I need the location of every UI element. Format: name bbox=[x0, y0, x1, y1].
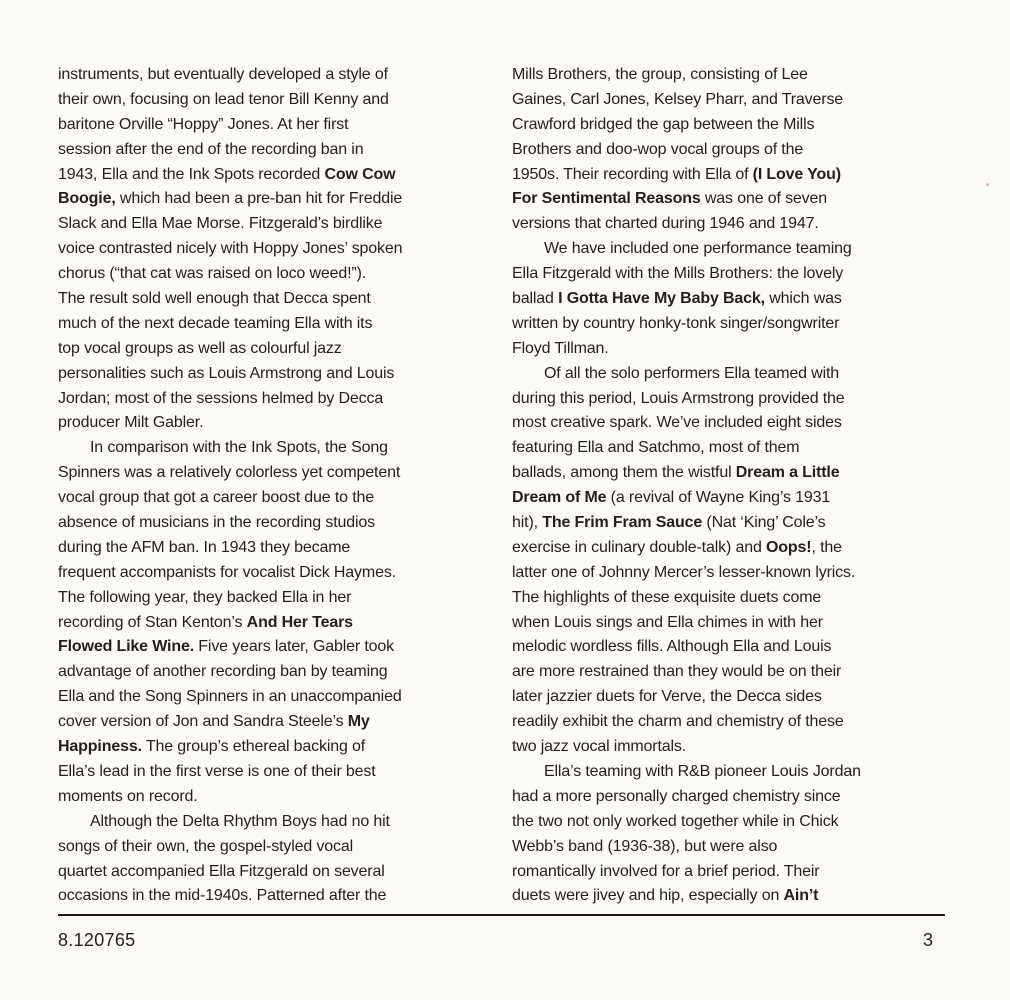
text-run: Of all the solo performers Ella teamed with bbox=[544, 364, 840, 382]
text-line bbox=[512, 785, 942, 810]
text-run: Ella and the Song Spinners in an unaccompanied bbox=[58, 688, 402, 706]
text-run: moments on record. bbox=[58, 787, 198, 805]
text-run: voice contrasted nicely with Hoppy Jones’ spoken bbox=[58, 240, 403, 258]
text-run: Five years later, Gabler took bbox=[194, 638, 395, 656]
text-run: later jazzier duets for Verve, the Decca sides bbox=[512, 688, 822, 706]
text-line bbox=[512, 436, 942, 461]
text-run: 1943, Ella and the Ink Spots recorded bbox=[58, 165, 325, 183]
bold-song-title: Ain’t bbox=[783, 887, 819, 905]
text-run: had a more personally charged chemistry since bbox=[512, 787, 841, 805]
bold-song-title: My bbox=[347, 713, 370, 731]
text-line bbox=[58, 287, 488, 312]
text-line bbox=[58, 411, 488, 436]
text-run: Ella’s teaming with R&B pioneer Louis Jordan bbox=[544, 762, 861, 780]
text-line bbox=[58, 237, 488, 262]
text-line bbox=[58, 187, 488, 212]
text-run: duets were jivey and hip, especially on bbox=[512, 887, 784, 905]
text-line bbox=[512, 536, 942, 561]
text-line bbox=[512, 586, 942, 611]
text-line bbox=[58, 884, 488, 909]
text-line bbox=[58, 561, 488, 586]
text-line bbox=[512, 262, 942, 287]
text-run: personalities such as Louis Armstrong and Louis bbox=[58, 364, 395, 382]
bold-song-title: Dream a Little bbox=[735, 464, 840, 482]
text-line bbox=[512, 387, 942, 412]
text-run: are more restrained than they would be on their bbox=[512, 663, 842, 681]
text-line bbox=[58, 436, 488, 461]
text-line bbox=[58, 835, 488, 860]
text-line bbox=[512, 685, 942, 710]
text-line bbox=[512, 884, 942, 909]
footer-rule bbox=[58, 914, 945, 916]
bold-song-title: Oops! bbox=[766, 538, 812, 556]
text-run: Crawford bridged the gap between the Mills bbox=[512, 115, 815, 133]
text-line bbox=[58, 586, 488, 611]
bold-song-title: Happiness. bbox=[58, 738, 142, 756]
text-line bbox=[512, 163, 942, 188]
text-run: quartet accompanied Ella Fitzgerald on several bbox=[58, 862, 385, 880]
text-run: Brothers and doo-wop vocal groups of the bbox=[512, 140, 804, 158]
text-run: The following year, they backed Ella in her bbox=[58, 588, 352, 606]
text-run: two jazz vocal immortals. bbox=[512, 738, 687, 756]
text-line bbox=[58, 163, 488, 188]
catalog-number: 8.120765 bbox=[58, 930, 136, 950]
text-line bbox=[512, 88, 942, 113]
text-line bbox=[58, 785, 488, 810]
text-line bbox=[58, 387, 488, 412]
text-run: during the AFM ban. In 1943 they became bbox=[58, 538, 351, 556]
text-line bbox=[512, 237, 942, 262]
text-line bbox=[58, 710, 488, 735]
text-run: the two not only worked together while in Chick bbox=[512, 812, 839, 830]
text-run: We have included one performance teaming bbox=[544, 240, 852, 258]
text-run: chorus (“that cat was raised on loco weed!”). bbox=[58, 265, 367, 283]
text-run: during this period, Louis Armstrong provided the bbox=[512, 389, 845, 407]
text-run: readily exhibit the charm and chemistry of these bbox=[512, 713, 844, 731]
text-line bbox=[58, 486, 488, 511]
text-run: which had been a pre-ban hit for Freddie bbox=[115, 190, 403, 208]
paper-speck bbox=[986, 183, 989, 186]
text-run: Spinners was a relatively colorless yet competent bbox=[58, 464, 401, 482]
text-run: Slack and Ella Mae Morse. Fitzgerald’s birdlike bbox=[58, 215, 383, 233]
text-run: recording of Stan Kenton’s bbox=[58, 613, 247, 631]
text-run: written by country honky-tonk singer/songwriter bbox=[512, 314, 840, 332]
text-line bbox=[58, 685, 488, 710]
text-run: latter one of Johnny Mercer’s lesser-known lyrics. bbox=[512, 563, 856, 581]
text-run: songs of their own, the gospel-styled vocal bbox=[58, 837, 354, 855]
text-run: much of the next decade teaming Ella with its bbox=[58, 314, 373, 332]
text-line bbox=[512, 860, 942, 885]
text-run: Although the Delta Rhythm Boys had no hit bbox=[90, 812, 390, 830]
text-line bbox=[512, 312, 942, 337]
text-run: absence of musicians in the recording studios bbox=[58, 514, 375, 532]
text-line bbox=[58, 312, 488, 337]
text-run: Jordan; most of the sessions helmed by Decca bbox=[58, 389, 384, 407]
text-line bbox=[58, 611, 488, 636]
text-line bbox=[58, 810, 488, 835]
text-run: In comparison with the Ink Spots, the Song bbox=[90, 439, 388, 457]
text-line bbox=[58, 735, 488, 760]
left-text-column bbox=[58, 63, 488, 909]
text-line bbox=[58, 860, 488, 885]
text-line bbox=[512, 486, 942, 511]
bold-song-title: For Sentimental Reasons bbox=[512, 190, 701, 208]
text-run: baritone Orville “Hoppy” Jones. At her first bbox=[58, 115, 349, 133]
text-line bbox=[512, 635, 942, 660]
text-run: 1950s. Their recording with Ella of bbox=[512, 165, 753, 183]
text-run: Webb’s band (1936-38), but were also bbox=[512, 837, 778, 855]
text-line bbox=[512, 362, 942, 387]
text-run: their own, focusing on lead tenor Bill Kenny and bbox=[58, 90, 389, 108]
text-run: melodic wordless fills. Although Ella and Louis bbox=[512, 638, 832, 656]
text-run: ballad bbox=[512, 290, 559, 308]
text-run: romantically involved for a brief period. Their bbox=[512, 862, 820, 880]
text-run: occasions in the mid-1940s. Patterned after the bbox=[58, 887, 387, 905]
text-run: was one of seven bbox=[700, 190, 828, 208]
text-run: hit), bbox=[512, 514, 543, 532]
text-line bbox=[512, 561, 942, 586]
bold-song-title: And Her Tears bbox=[246, 613, 353, 631]
bold-song-title: The Frim Fram Sauce bbox=[542, 514, 703, 532]
right-text-column bbox=[512, 63, 942, 909]
text-run: Mills Brothers, the group, consisting of Lee bbox=[512, 66, 808, 83]
text-line bbox=[512, 511, 942, 536]
bold-song-title: Flowed Like Wine. bbox=[58, 638, 194, 656]
text-run: (a revival of Wayne King’s 1931 bbox=[606, 489, 831, 507]
text-run: when Louis sings and Ella chimes in with her bbox=[512, 613, 823, 631]
text-run: instruments, but eventually developed a style of bbox=[58, 66, 388, 83]
text-line bbox=[512, 411, 942, 436]
text-line bbox=[58, 337, 488, 362]
text-run: Floyd Tillman. bbox=[512, 339, 609, 357]
bold-song-title: (I Love You) bbox=[752, 165, 841, 183]
text-line bbox=[58, 660, 488, 685]
text-line bbox=[512, 113, 942, 138]
text-line bbox=[58, 511, 488, 536]
text-line bbox=[58, 88, 488, 113]
text-line bbox=[512, 287, 942, 312]
bold-song-title: Boogie, bbox=[58, 190, 116, 208]
text-line bbox=[58, 760, 488, 785]
text-line bbox=[58, 262, 488, 287]
text-run: The result sold well enough that Decca spent bbox=[58, 290, 371, 308]
text-line bbox=[512, 461, 942, 486]
text-run: Ella Fitzgerald with the Mills Brothers: the lovely bbox=[512, 265, 844, 283]
text-run: advantage of another recording ban by teaming bbox=[58, 663, 388, 681]
text-line bbox=[58, 461, 488, 486]
text-line bbox=[512, 710, 942, 735]
text-run: cover version of Jon and Sandra Steele’s bbox=[58, 713, 348, 731]
text-line bbox=[58, 362, 488, 387]
bold-song-title: I Gotta Have My Baby Back, bbox=[558, 290, 765, 308]
text-line bbox=[512, 810, 942, 835]
text-run: vocal group that got a career boost due to the bbox=[58, 489, 374, 507]
text-run: most creative spark. We’ve included eight sides bbox=[512, 414, 842, 432]
text-line bbox=[58, 63, 488, 88]
text-line bbox=[512, 735, 942, 760]
text-line bbox=[512, 337, 942, 362]
page-number: 3 bbox=[923, 930, 934, 950]
text-run: featuring Ella and Satchmo, most of them bbox=[512, 439, 800, 457]
text-line bbox=[58, 113, 488, 138]
text-line bbox=[512, 760, 942, 785]
text-run: versions that charted during 1946 and 1947. bbox=[512, 215, 819, 233]
bold-song-title: Dream of Me bbox=[512, 489, 607, 507]
text-line bbox=[512, 138, 942, 163]
text-run: ballads, among them the wistful bbox=[512, 464, 736, 482]
text-line bbox=[512, 611, 942, 636]
text-run: which was bbox=[764, 290, 842, 308]
text-run: producer Milt Gabler. bbox=[58, 414, 204, 432]
text-line bbox=[58, 536, 488, 561]
text-line bbox=[58, 138, 488, 163]
text-run: session after the end of the recording ban in bbox=[58, 140, 364, 158]
text-run: The highlights of these exquisite duets come bbox=[512, 588, 822, 606]
text-line bbox=[512, 187, 942, 212]
text-run: Gaines, Carl Jones, Kelsey Pharr, and Traverse bbox=[512, 90, 844, 108]
text-run: exercise in culinary double-talk) and bbox=[512, 538, 766, 556]
text-run: Ella’s lead in the first verse is one of their best bbox=[58, 762, 376, 780]
text-line bbox=[512, 835, 942, 860]
text-line bbox=[58, 212, 488, 237]
text-run: (Nat ‘King’ Cole’s bbox=[702, 514, 826, 532]
text-run: The group’s ethereal backing of bbox=[141, 738, 366, 756]
bold-song-title: Cow Cow bbox=[324, 165, 396, 183]
text-run: frequent accompanists for vocalist Dick Haymes. bbox=[58, 563, 396, 581]
text-line bbox=[512, 660, 942, 685]
text-run: top vocal groups as well as colourful jazz bbox=[58, 339, 342, 357]
text-line bbox=[512, 63, 942, 88]
text-line bbox=[58, 635, 488, 660]
text-line bbox=[512, 212, 942, 237]
text-run: , the bbox=[811, 538, 842, 556]
